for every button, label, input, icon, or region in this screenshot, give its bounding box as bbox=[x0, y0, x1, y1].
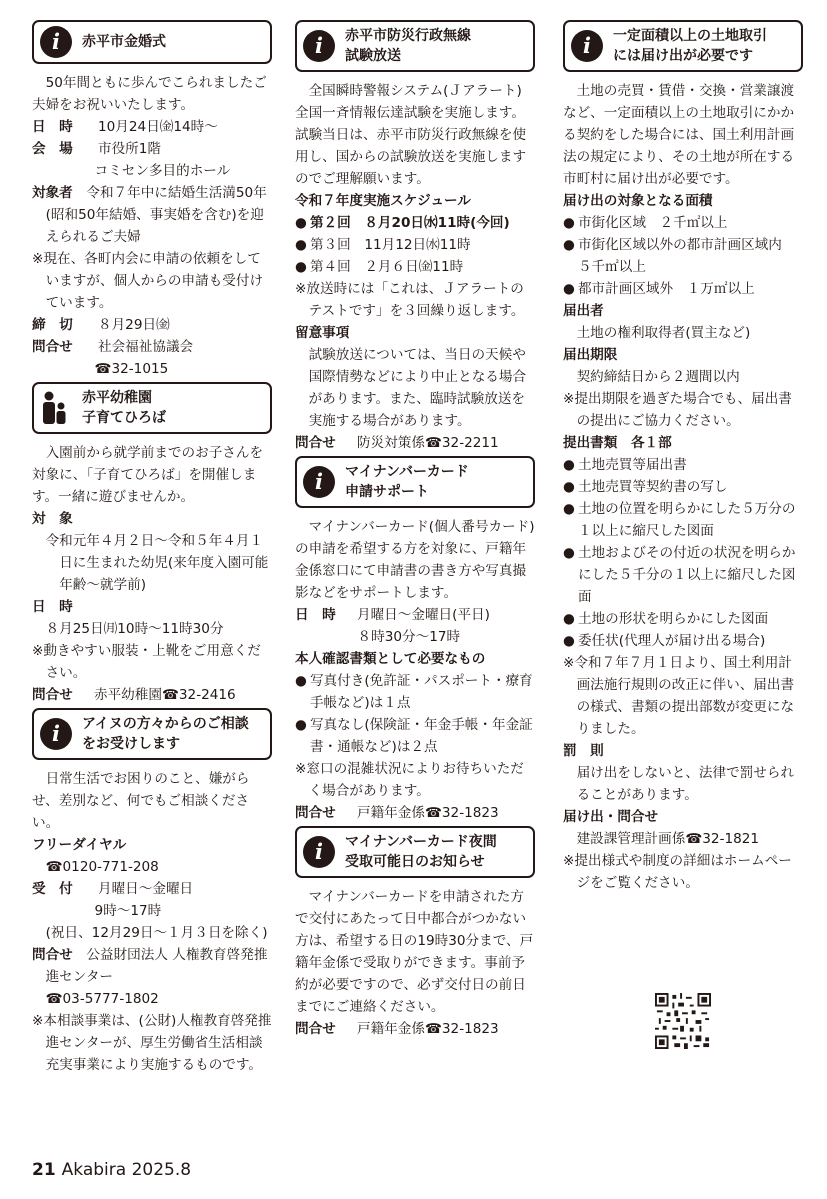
title-line-2: には届け出が必要です bbox=[613, 48, 753, 64]
title-line-2: 子育てひろば bbox=[82, 410, 166, 426]
title-line-1: 赤平幼稚園 bbox=[82, 390, 152, 406]
section-title bbox=[345, 832, 497, 872]
doc-item: ● 土地およびその付近の状況を明らかにした５千分の１以上に縮尺した図面 bbox=[563, 545, 796, 605]
area-item: ● 市街化区域以外の都市計画区域内 ５千㎡以上 bbox=[563, 237, 796, 275]
section-header-mynumber-support bbox=[295, 456, 535, 508]
value: 戸籍年金係☎32-1823 bbox=[357, 1021, 499, 1037]
target-value: 令和元年４月２日～令和５年４月１日に生まれた幼児(来年度入園可能年齢～就学前) bbox=[45, 533, 269, 593]
info-row-reception bbox=[32, 878, 272, 900]
info-row-contact bbox=[295, 802, 535, 824]
section-body: 日常生活でお困りのこと、嫌がらせ、差別など、何でもご相談ください。 bbox=[32, 771, 250, 831]
label: 対象者 bbox=[32, 185, 73, 201]
section-body: 50年間ともに歩んでこられましたご夫婦をお祝いいたします。 bbox=[32, 75, 267, 113]
doc-text: 写真付き(免許証・パスポート・療育手帳など)は１点 bbox=[309, 673, 533, 711]
title-line-2: 申請サポート bbox=[345, 484, 429, 500]
title-line-1: マイナンバーカード bbox=[345, 464, 469, 480]
doc-item: ● 土地売買等届出書 bbox=[563, 457, 687, 473]
title-line-2: 試験放送 bbox=[345, 48, 401, 64]
note: ※放送時には「これは、Ｊアラートのテストです」を３回繰り返します。 bbox=[295, 281, 525, 319]
doc-item: ● 委任状(代理人が届け出る場合) bbox=[563, 633, 766, 649]
doc-item: ● 土地の形状を明らかにした図面 bbox=[563, 611, 769, 627]
page-footer bbox=[32, 1160, 191, 1180]
section-body: 入園前から就学前までのお子さんを対象に、「子育てひろば」を開催します。一緒に遊びませんか。 bbox=[32, 445, 264, 505]
info-icon: i bbox=[40, 26, 72, 58]
section-body: マイナンバーカード(個人番号カード)の申請を希望する方を対象に、戸籍年金係窓口にて申請書の書き方や写真撮影などをサポートします。 bbox=[295, 519, 535, 601]
label: 締 切 bbox=[32, 317, 73, 333]
docs-title: 本人確認書類として必要なもの bbox=[295, 651, 486, 667]
section-title: 赤平市金婚式 bbox=[82, 34, 166, 50]
label: 問合せ bbox=[32, 687, 73, 703]
doc-text: 土地の形状を明らかにした図面 bbox=[577, 611, 769, 627]
title-line-1: 赤平市防災行政無線 bbox=[345, 28, 471, 44]
value: ８月29日㈮ bbox=[98, 317, 170, 333]
info-icon: i bbox=[40, 718, 72, 750]
docs-title: 提出書類 各１部 bbox=[563, 435, 672, 451]
date-value: ８月25日㈪10時～11時30分 bbox=[45, 621, 224, 637]
publication-name: Akabira 2025.8 bbox=[61, 1160, 192, 1180]
label: 問合せ bbox=[32, 947, 73, 963]
info-icon: i bbox=[571, 30, 603, 62]
info-row-contact bbox=[32, 336, 272, 358]
title-line-1: 一定面積以上の土地取引 bbox=[613, 28, 767, 44]
doc-text: 写真なし(保険証・年金手帳・年金証書・通帳など)は２点 bbox=[309, 717, 533, 755]
schedule-item: ● 第３回 11月12日㈬11時 bbox=[295, 237, 471, 253]
label: 問合せ bbox=[32, 339, 73, 355]
value: 月曜日～金曜日(平日) bbox=[357, 607, 490, 623]
section-title bbox=[613, 26, 767, 66]
date-value-2: ８時30分～17時 bbox=[357, 629, 461, 645]
reception-hours: 9時～17時 bbox=[94, 903, 162, 919]
label: 日 時 bbox=[295, 607, 336, 623]
value: 社会福祉協議会 bbox=[98, 339, 194, 355]
note: ※動きやすい服装・上靴をご用意ください。 bbox=[32, 643, 261, 681]
info-icon: i bbox=[303, 466, 335, 498]
section-title bbox=[345, 26, 471, 66]
info-row-contact bbox=[32, 684, 272, 706]
free-dial-label: フリーダイヤル bbox=[32, 837, 127, 853]
area-text: 都市計画区域外 １万㎡以上 bbox=[577, 281, 755, 297]
section-header-golden-wedding bbox=[32, 20, 272, 64]
doc-item: ● 土地売買等契約書の写し bbox=[563, 479, 728, 495]
doc-item: ● 土地の位置を明らかにした５万分の１以上に縮尺した図面 bbox=[563, 501, 796, 539]
section-title bbox=[82, 388, 166, 428]
info-icon: i bbox=[303, 836, 335, 868]
note: ※現在、各町内会に申請の依頼をしていますが、個人からの申請も受付けています。 bbox=[32, 251, 264, 311]
caution-title: 留意事項 bbox=[295, 325, 350, 341]
label: 問合せ bbox=[295, 805, 336, 821]
value: 戸籍年金係☎32-1823 bbox=[357, 805, 499, 821]
target-label: 対 象 bbox=[32, 511, 73, 527]
column-1 bbox=[32, 18, 272, 1076]
section-body: 全国瞬時警報システム(Ｊアラート)全国一斉情報伝達試験を実施します。試験当日は、赤平市防災行政無線を使用し、国からの試験放送を実施しますのでご理解願います。 bbox=[295, 83, 527, 187]
doc-text: 土地の位置を明らかにした５万分の１以上に縮尺した図面 bbox=[577, 501, 796, 539]
schedule-text: 第２回 ８月20日㈬11時(今回) bbox=[309, 215, 510, 231]
info-icon: i bbox=[303, 30, 335, 62]
value: 市役所1階 bbox=[98, 141, 162, 157]
doc-item: ● 写真なし(保険証・年金手帳・年金証書・通帳など)は２点 bbox=[295, 717, 533, 755]
info-row-venue bbox=[32, 138, 272, 160]
contact-body: 建設課管理計画係☎32-1821 bbox=[576, 831, 760, 847]
period-body: 契約締結日から２週間以内 bbox=[576, 369, 740, 385]
value: 月曜日～金曜日 bbox=[98, 881, 194, 897]
label: 問合せ bbox=[295, 435, 336, 451]
docs-note: ※令和７年７月１日より、国土利用計画法施行規則の改正に伴い、届出書の様式、書類の提出部数が変更になりました。 bbox=[563, 655, 795, 737]
section-header-mynumber-night bbox=[295, 826, 535, 878]
schedule-item: ● 第２回 ８月20日㈬11時(今回) bbox=[295, 215, 510, 231]
schedule-text: 第４回 ２月６日㈮11時 bbox=[309, 259, 464, 275]
info-row-date bbox=[32, 116, 272, 138]
column-3 bbox=[563, 18, 803, 894]
section-header-land-transaction bbox=[563, 20, 803, 72]
schedule-title: 令和７年度実施スケジュール bbox=[295, 193, 471, 209]
section-title: アイヌの方々からのご相談をお受けします bbox=[82, 716, 249, 752]
section-header-disaster-radio bbox=[295, 20, 535, 72]
section-title bbox=[345, 462, 469, 502]
venue-value-2: コミセン多目的ホール bbox=[94, 163, 231, 179]
section-header-kindergarten bbox=[32, 382, 272, 434]
date-label: 日 時 bbox=[32, 599, 73, 615]
value: 10月24日㈮14時～ bbox=[98, 119, 218, 135]
title-line-2: 受取可能日のお知らせ bbox=[345, 854, 485, 870]
info-row-contact bbox=[32, 944, 272, 988]
area-item: ● 市街化区域 ２千㎡以上 bbox=[563, 215, 728, 231]
label: 問合せ bbox=[295, 1021, 336, 1037]
qr-code[interactable] bbox=[655, 993, 711, 1049]
section-body: マイナンバーカードを申請された方で交付にあたって日中都合がつかない方は、希望する日の19時30分まで、戸籍年金係で受取りができます。事前予約が必要ですので、必ず交付日の前日までにご連絡ください。 bbox=[295, 889, 534, 1015]
doc-text: 委任状(代理人が届け出る場合) bbox=[577, 633, 766, 649]
doc-text: 土地売買等契約書の写し bbox=[577, 479, 728, 495]
period-title: 届出期限 bbox=[563, 347, 618, 363]
contact-title: 届け出・問合せ bbox=[563, 809, 659, 825]
reception-note: (祝日、12月29日～１月３日を除く) bbox=[45, 925, 268, 941]
applicant-body: 土地の権利取得者(買主など) bbox=[576, 325, 751, 341]
info-row-contact bbox=[295, 1018, 535, 1040]
section-body: 土地の売買・賃借・交換・営業譲渡など、一定面積以上の土地取引にかかる契約をした場合には、国土利用計画法の規定により、その土地が所在する市町村に届け出が必要です。 bbox=[563, 83, 795, 187]
schedule-text: 第３回 11月12日㈬11時 bbox=[309, 237, 471, 253]
contact-tel: ☎32-1015 bbox=[94, 361, 169, 377]
area-title: 届け出の対象となる面積 bbox=[563, 193, 713, 209]
penalty-title: 罰 則 bbox=[563, 743, 604, 759]
penalty-body: 届け出をしないと、法律で罰せられることがあります。 bbox=[576, 765, 795, 803]
title-line-1: マイナンバーカード夜間 bbox=[345, 834, 497, 850]
contact-tel: ☎03-5777-1802 bbox=[45, 991, 159, 1007]
label: 日 時 bbox=[32, 119, 73, 135]
applicant-title: 届出者 bbox=[563, 303, 604, 319]
doc-item: ● 写真付き(免許証・パスポート・療育手帳など)は１点 bbox=[295, 673, 533, 711]
period-note: ※提出期限を過ぎた場合でも、届出書の提出にご協力ください。 bbox=[563, 391, 792, 429]
section-header-ainu bbox=[32, 708, 272, 760]
doc-text: 土地売買等届出書 bbox=[577, 457, 687, 473]
caution-body: 試験放送については、当日の天候や国際情勢などにより中止となる場合があります。また、臨時試験放送を実施する場合があります。 bbox=[308, 347, 527, 429]
label: 会 場 bbox=[32, 141, 73, 157]
info-row-date bbox=[295, 604, 535, 626]
info-row-contact bbox=[295, 432, 535, 454]
doc-text: 土地およびその付近の状況を明らかにした５千分の１以上に縮尺した図面 bbox=[577, 545, 796, 605]
note: ※窓口の混雑状況によりお待ちいただく場合があります。 bbox=[295, 761, 524, 799]
value: 防災対策係☎32-2211 bbox=[357, 435, 499, 451]
area-text: 市街化区域以外の都市計画区域内 ５千㎡以上 bbox=[577, 237, 796, 275]
value: 令和７年中に結婚生活満50年(昭和50年結婚、事実婚を含む)を迎えられるご夫婦 bbox=[45, 185, 267, 245]
label: 受 付 bbox=[32, 881, 73, 897]
schedule-item: ● 第４回 ２月６日㈮11時 bbox=[295, 259, 464, 275]
area-item: ● 都市計画区域外 １万㎡以上 bbox=[563, 281, 755, 297]
free-dial-tel: ☎0120-771-208 bbox=[45, 859, 159, 875]
final-note: ※提出様式や制度の詳細はホームページをご覧ください。 bbox=[563, 853, 792, 891]
column-2 bbox=[295, 18, 535, 1040]
child-icon bbox=[40, 391, 70, 425]
info-row-deadline bbox=[32, 314, 272, 336]
area-text: 市街化区域 ２千㎡以上 bbox=[577, 215, 728, 231]
value: 公益財団法人 人権教育啓発推進センター bbox=[45, 947, 268, 985]
note: ※本相談事業は、(公財)人権教育啓発推進センターが、厚生労働省生活相談充実事業により実施するものです。 bbox=[32, 1013, 272, 1073]
page-number: 21 bbox=[32, 1160, 56, 1180]
value: 赤平幼稚園☎32-2416 bbox=[94, 687, 236, 703]
info-row-target bbox=[32, 182, 272, 248]
